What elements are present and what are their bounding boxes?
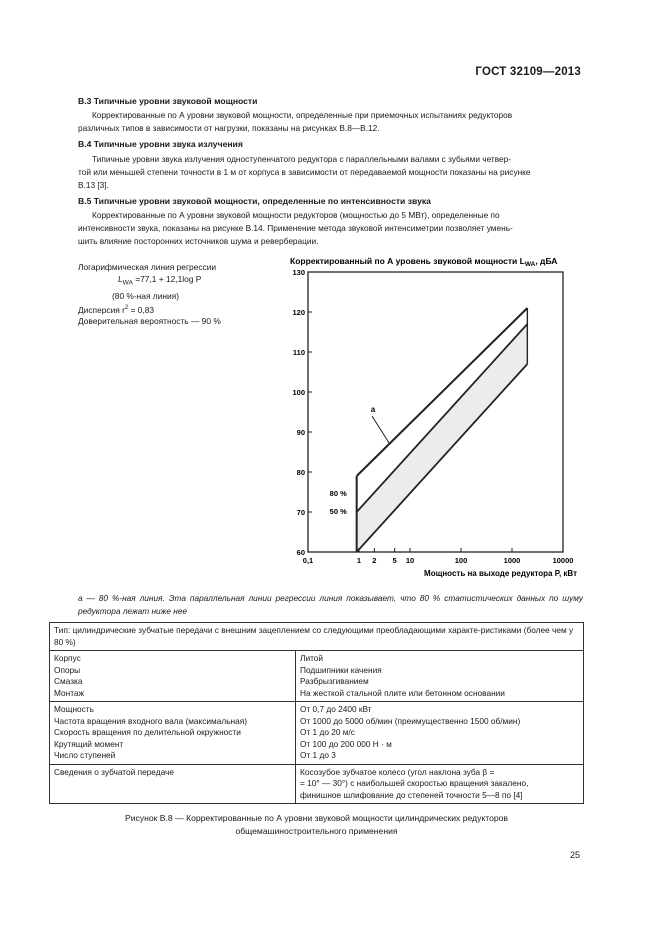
text-line: различных типов в зависимости от нагрузки, показаны на рисунках В.8—В.12.: [78, 123, 380, 133]
cell-line: Косозубое зубчатое колесо (угол наклона зуба β =: [300, 766, 495, 777]
spec-table: [49, 622, 584, 804]
cell-line: Мощность: [54, 704, 94, 714]
y-tick-label: 90: [296, 428, 305, 437]
sound-power-chart: [280, 250, 585, 585]
annotation-leader: [372, 416, 390, 444]
document-id: ГОСТ 32109—2013: [475, 66, 581, 78]
cell-line: Скорость вращения по делительной окружности: [54, 727, 241, 737]
text-line: В.13 [3].: [78, 180, 109, 190]
cell-line: На жесткой стальной плите или бетонном основании: [300, 687, 505, 698]
text-line: Корректированные по А уровни звуковой мощности, определенные при приемочных испытаниях редукторов: [92, 110, 513, 120]
table-cell-left: Сведения о зубчатой передаче: [50, 764, 296, 804]
band-fill: [357, 324, 528, 552]
table-row: [50, 623, 584, 651]
section-text-b3: [78, 109, 583, 135]
regression-title: Логарифмическая линия регрессии: [78, 262, 217, 272]
table-cell-right: [296, 764, 584, 804]
cell-line: От 0,7 до 2400 кВт: [300, 704, 372, 714]
formula-symbol: L: [118, 274, 123, 284]
x-tick-label: 1: [356, 556, 362, 565]
table-cell-right: [296, 651, 584, 702]
cell-line: Частота вращения входного вала (максимальная): [54, 715, 247, 726]
cell-line: Смазка: [54, 676, 83, 686]
table-row: [50, 764, 584, 804]
cell-line: Число ступеней: [54, 750, 116, 760]
cell-line: = 10° — 30°) с наибольшей скоростью вращения закалено,: [300, 778, 529, 788]
x-tick-label: 5: [392, 556, 397, 565]
table-row: [50, 651, 584, 702]
dispersion-exp: 2: [124, 304, 129, 311]
series-label-50: 50 %: [329, 507, 347, 516]
confidence: Доверительная вероятность — 90 %: [78, 316, 221, 327]
x-tick-label: 2: [372, 556, 377, 565]
y-tick-label: 120: [292, 308, 305, 317]
table-cell-left: [50, 651, 296, 702]
cell-line: От 1 до 3: [300, 750, 336, 760]
y-tick-label: 80: [296, 468, 305, 477]
section-heading-b4: В.4 Типичные уровни звука излучения: [78, 139, 243, 149]
dispersion: [78, 302, 221, 316]
cell-line: От 1000 до 5000 об/мин (преимущественно 1500 об/мин): [300, 715, 521, 726]
section-heading-b5: В.5 Типичные уровни звуковой мощности, определенные по интенсивности звука: [78, 196, 431, 206]
series-line: [357, 324, 528, 512]
section-text-b4: [78, 153, 583, 192]
text-line: шить влияние посторонних источников шума и реверберации.: [78, 236, 319, 246]
cell-line: Подшипники качения: [300, 664, 382, 675]
formula-rest: =77,1 + 12,1log P: [132, 274, 202, 284]
formula-sub: WA: [122, 279, 133, 287]
x-tick-label: 0,1: [302, 556, 314, 565]
y-axis: [292, 268, 312, 557]
x-axis-label: Мощность на выходе редуктора Р, кВт: [424, 569, 577, 578]
table-row: [50, 702, 584, 765]
page-number: 25: [570, 850, 581, 860]
x-tick-label: 100: [454, 556, 468, 565]
table-cell-left: [50, 702, 296, 765]
y-tick-label: 60: [296, 548, 305, 557]
y-tick-label: 70: [296, 508, 305, 517]
y-tick-label: 100: [292, 388, 305, 397]
chart-title-sub: WA: [524, 261, 536, 268]
text-line: интенсивности звука, показаны на рисунке В.14. Применение метода звуковой интенсиметрии позволяет умень-: [78, 223, 513, 233]
cell-line: Литой: [300, 653, 324, 663]
series-label-80: 80 %: [329, 489, 347, 498]
table-cell-right: [296, 702, 584, 765]
cell-line: Опоры: [54, 664, 81, 675]
type-cell: Тип: цилиндрические зубчатые передачи с внешним зацеплением со следующими преобладающими характе-ристиками (более чем у 80 %): [50, 623, 584, 651]
cell-line: От 1 до 20 м/с: [300, 727, 355, 737]
cell-line: Корпус: [54, 653, 81, 663]
cell-line: От 100 до 200 000 Н · м: [300, 738, 392, 749]
chart-title: [290, 256, 557, 268]
regression-info: [78, 261, 221, 327]
figure-note-a: а — 80 %-ная линия. Эта параллельная линии регрессии линия показывает, что 80 % статистических данных по шуму редуктора лежат ниже нее: [78, 593, 583, 616]
x-tick-label: 10000: [552, 556, 574, 565]
regression-formula: [78, 273, 221, 290]
chart-title-main: Корректированный по А уровень звуковой мощности L: [290, 256, 525, 266]
text-line: Типичные уровни звука излучения одноступенчатого редуктора с параллельными валами с зубьями четвер-: [92, 154, 512, 164]
text-line: Корректированные по А уровни звуковой мощности редукторов (мощностью до 5 МВт), определенные по: [92, 210, 500, 220]
cell-line: Разбрызгиванием: [300, 676, 369, 686]
figure-caption-line1: Рисунок В.8 — Корректированные по А уровни звуковой мощности цилиндрических редукторов: [125, 813, 508, 823]
regression-pct: (80 %-ная линия): [112, 290, 180, 301]
dispersion-value: = 0,83: [128, 304, 155, 315]
annotation-a: а: [370, 405, 376, 414]
x-tick-label: 1000: [503, 556, 521, 565]
section-heading-b3: В.3 Типичные уровни звуковой мощности: [78, 96, 258, 106]
text-line: той или меньшей степени точности в 1 м от корпуса в зависимости от передаваемой мощности показаны на рисунке: [78, 167, 531, 177]
y-tick-label: 110: [292, 348, 305, 357]
chart-title-unit: , дБА: [535, 256, 558, 266]
x-axis: [303, 548, 574, 565]
cell-line: финишное шлифование до степеней точности 5—8 по [4]: [300, 789, 523, 800]
dispersion-label: Дисперсия r: [78, 304, 125, 315]
cell-line: Крутящий момент: [54, 738, 124, 749]
x-tick-label: 10: [405, 556, 415, 565]
y-tick-label: 130: [292, 268, 305, 277]
figure-caption: [49, 812, 584, 837]
cell-line: Монтаж: [54, 687, 85, 698]
figure-caption-line2: общемашиностроительного применения: [235, 825, 398, 836]
section-text-b5: [78, 209, 583, 248]
